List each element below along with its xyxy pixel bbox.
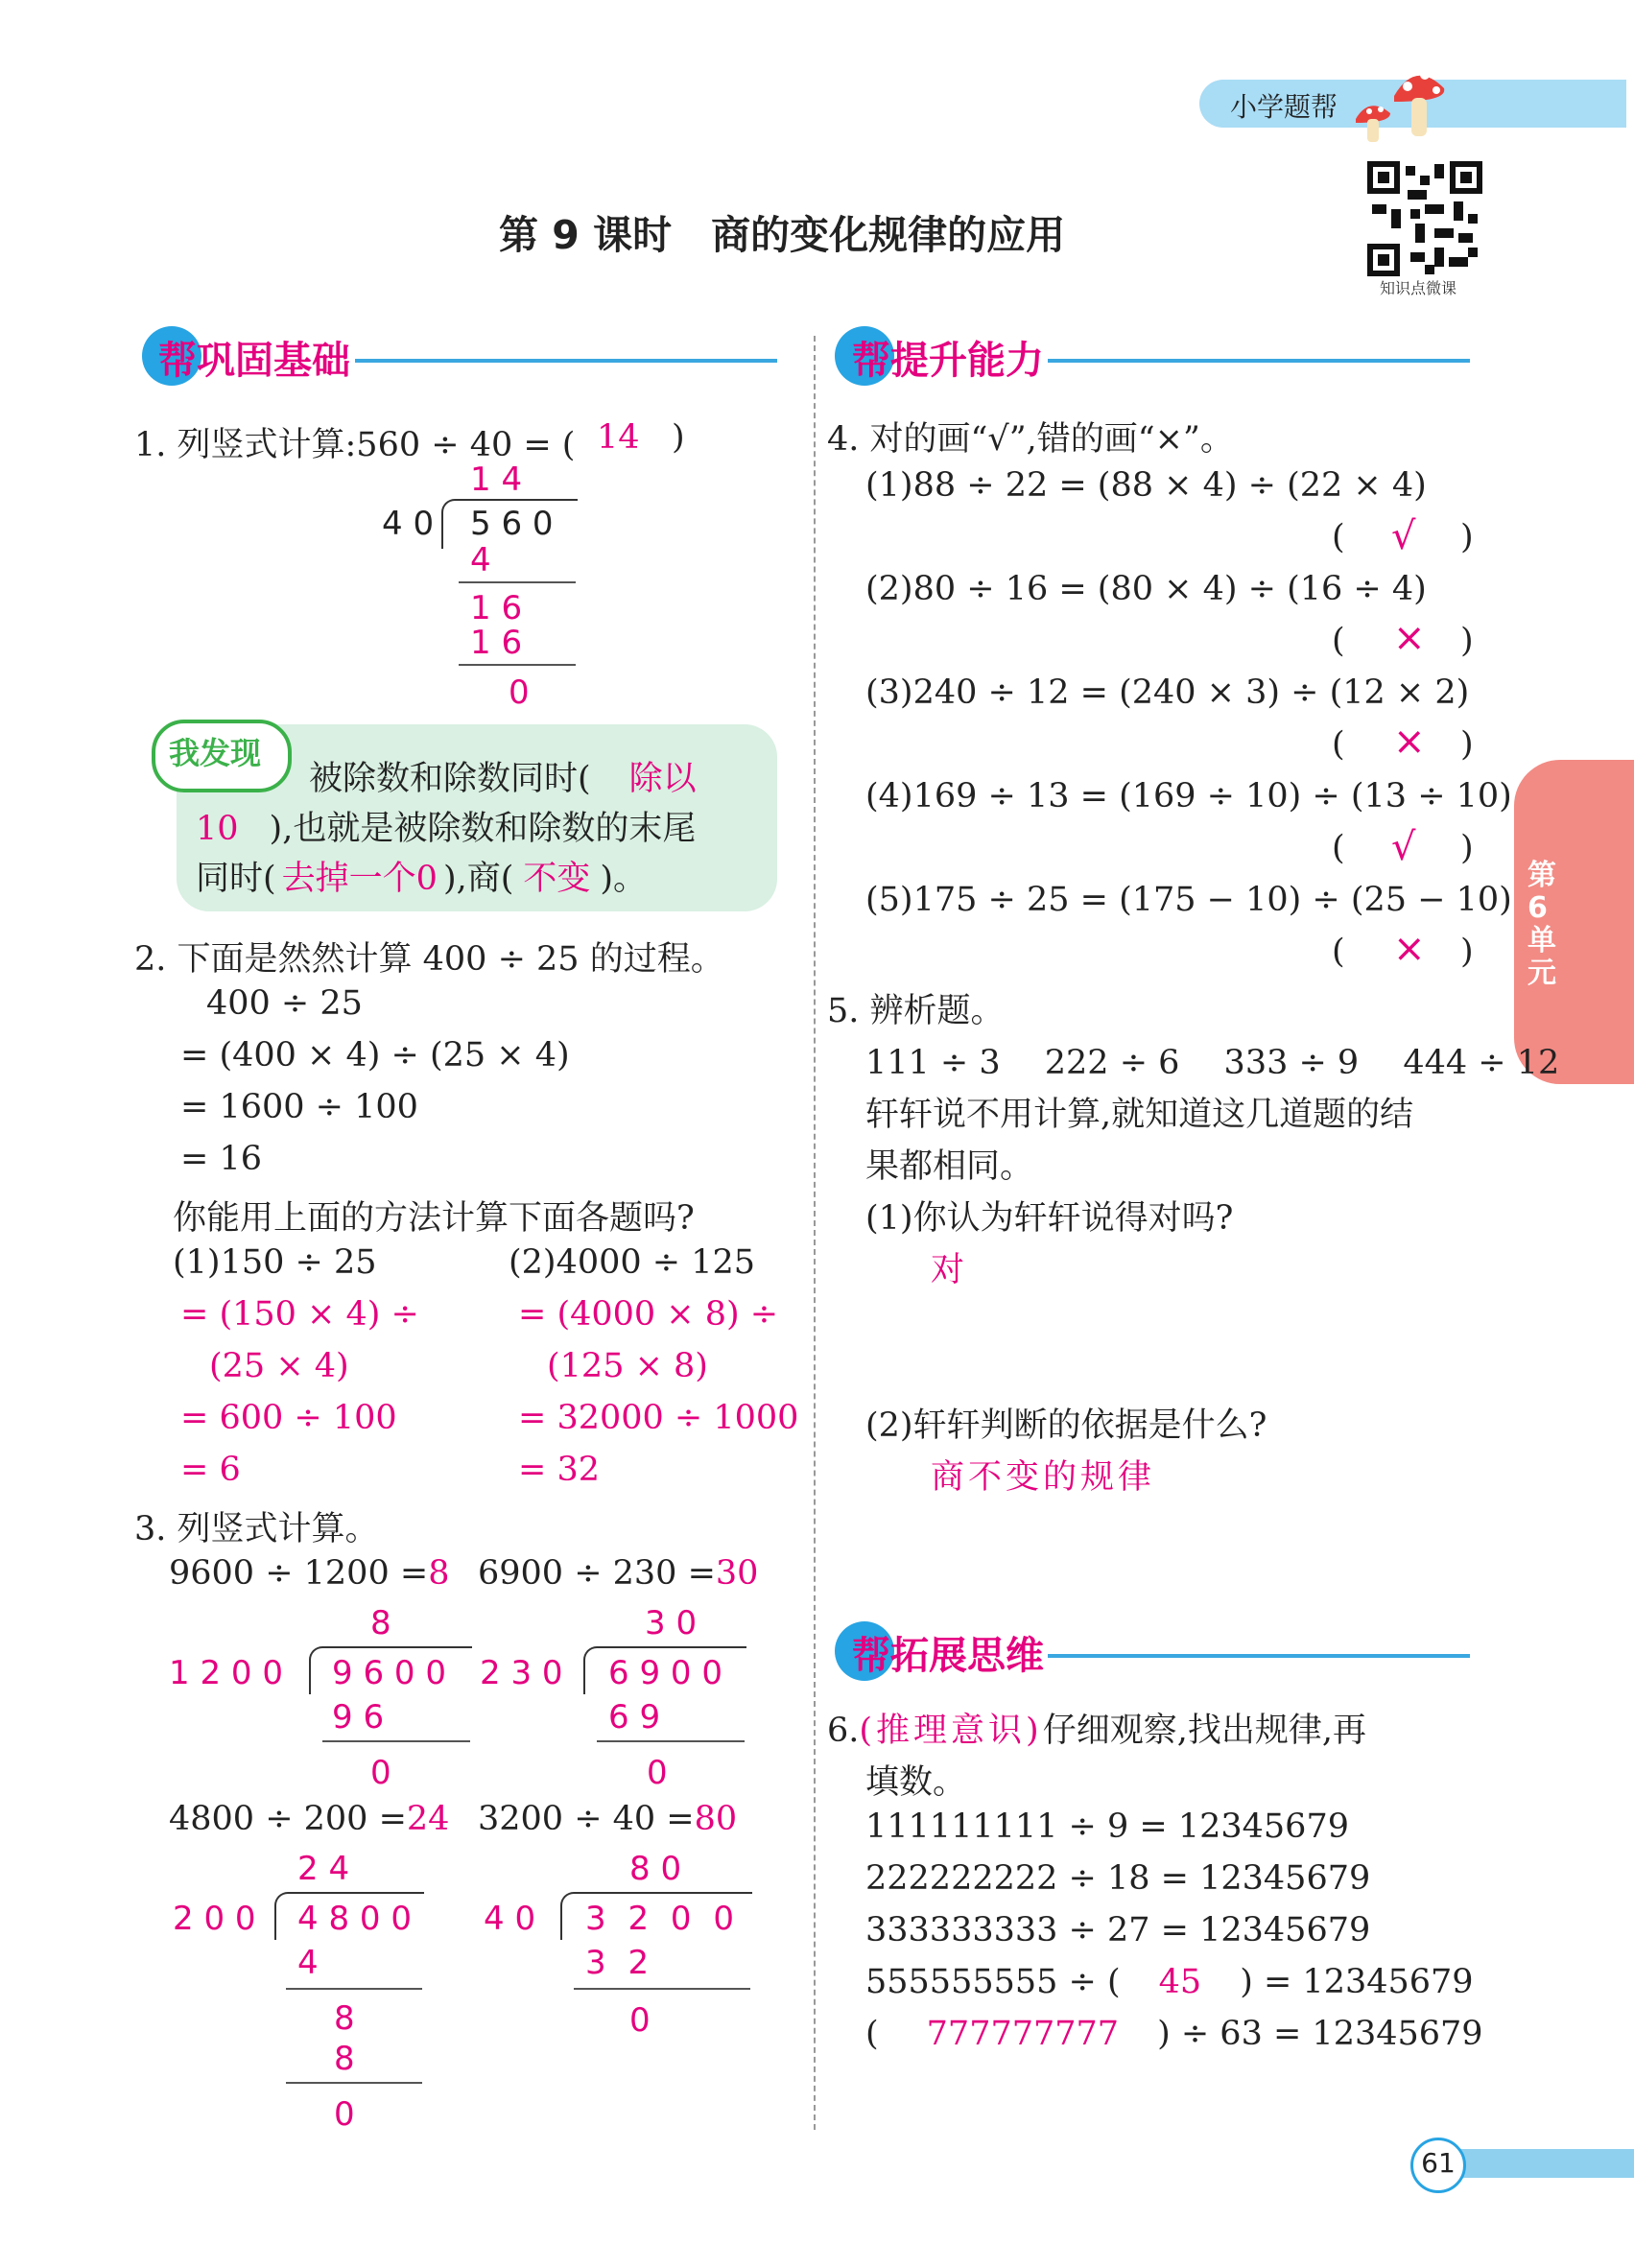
q1-remainder: 0 xyxy=(509,673,530,712)
q1-answer: 14 xyxy=(597,418,640,457)
discovery-line1 xyxy=(309,752,697,800)
q4-item3-open: ( xyxy=(1332,829,1345,867)
q6-num: 6. xyxy=(827,1712,860,1750)
q6-line-1: 222222222 ÷ 18 = 12345679 xyxy=(865,1859,1371,1898)
q6-prompt-line1 xyxy=(827,1704,1366,1752)
discovery-line3-b: ),商( xyxy=(442,860,514,898)
q4-item1-open: ( xyxy=(1332,622,1345,660)
q1-step2b: 1 6 xyxy=(470,624,523,662)
q5-ans2: 商不变的规律 xyxy=(931,1458,1156,1497)
q6-line3-a: 555555555 ÷ ( xyxy=(865,1963,1121,2001)
q2-step-0: 400 ÷ 25 xyxy=(206,984,363,1023)
q5-exprs: 111 ÷ 3 222 ÷ 6 333 ÷ 9 444 ÷ 12 xyxy=(865,1044,1560,1082)
q3-item2-dividend: 4 8 0 0 xyxy=(297,1900,412,1938)
q2-a1-0: = (150 × 4) ÷ xyxy=(180,1295,419,1334)
discovery-ans-3: 去掉一个0 xyxy=(281,860,438,898)
q6-line-4 xyxy=(865,2015,1483,2053)
q4-item2-close: ) xyxy=(1460,725,1474,764)
q3-item0-dividend: 9 6 0 0 xyxy=(332,1654,446,1692)
q2-a2-1: (125 × 8) xyxy=(547,1347,708,1385)
q3-prompt: 3. 列竖式计算。 xyxy=(134,1510,379,1548)
q1-dividend: 5 6 0 xyxy=(470,505,554,543)
q4-item3-mark: √ xyxy=(1391,825,1416,869)
q3-item3-line xyxy=(574,1988,750,1990)
section-ability-rule xyxy=(1048,359,1470,363)
q6-line4-a: ( xyxy=(865,2015,879,2053)
q3-item2-sub2b: 8 xyxy=(334,2040,355,2078)
q1-step1: 4 xyxy=(470,541,491,579)
q3-item3-divisor: 4 0 xyxy=(484,1900,536,1938)
q4-item2-expr: (3)240 ÷ 12 = (240 × 3) ÷ (12 × 2) xyxy=(865,673,1470,712)
q5-prompt: 5. 辨析题。 xyxy=(827,992,1005,1030)
q2-a2-2: = 32000 ÷ 1000 xyxy=(518,1399,799,1437)
qr-code[interactable] xyxy=(1367,161,1482,276)
q2-a2-3: = 32 xyxy=(518,1451,600,1489)
discovery-badge: 我发现 xyxy=(169,735,262,771)
q6-prompt-b: 填数。 xyxy=(865,1763,967,1802)
qr-caption: 知识点微课 xyxy=(1380,279,1457,297)
q6-line-3 xyxy=(865,1963,1474,2001)
q6-tag: (推理意识) xyxy=(859,1712,1043,1750)
q4-item4-close: ) xyxy=(1460,933,1474,971)
q5-sub1: (1)你认为轩轩说得对吗? xyxy=(865,1199,1234,1238)
brand-name: 小学题帮 xyxy=(1230,91,1338,123)
discovery-ans-2: 10 xyxy=(196,810,239,848)
q2-p1: (1)150 ÷ 25 xyxy=(173,1243,377,1282)
q5-sub2: (2)轩轩判断的依据是什么? xyxy=(865,1406,1267,1445)
section-basics-title: 帮巩固基础 xyxy=(158,339,350,383)
q6-line3-b: ) = 12345679 xyxy=(1240,1963,1474,2001)
q3-item1-expr xyxy=(478,1554,758,1593)
discovery-line2-text: ),也就是被除数和除数的末尾 xyxy=(269,810,697,848)
q3-item2-divisor: 2 0 0 xyxy=(173,1900,256,1938)
q3-item2-expr xyxy=(169,1800,449,1838)
q4-item2-open: ( xyxy=(1332,725,1345,764)
q3-item2-rem: 0 xyxy=(334,2095,355,2134)
q3-item0-ans: 8 xyxy=(428,1554,450,1593)
q3-item1-divisor: 2 3 0 xyxy=(480,1654,563,1692)
section-basics-rule xyxy=(355,359,777,363)
discovery-ans-4: 不变 xyxy=(523,860,591,898)
page-number: 61 xyxy=(1421,2147,1456,2179)
q3-item2-quotient: 2 4 xyxy=(297,1850,350,1888)
q3-item2-line1 xyxy=(286,1988,422,1990)
q4-item4-expr: (5)175 ÷ 25 = (175 − 10) ÷ (25 − 10) xyxy=(865,881,1512,919)
discovery-ans-1: 除以 xyxy=(628,760,697,798)
q1-prompt: 1. 列竖式计算:560 ÷ 40 = ( xyxy=(134,426,576,464)
q2-a2-0: = (4000 × 8) ÷ xyxy=(518,1295,779,1334)
q5-text1: 轩轩说不用计算,就知道这几道题的结 xyxy=(865,1096,1414,1134)
q5-text2: 果都相同。 xyxy=(865,1147,1034,1186)
q4-item0-open: ( xyxy=(1332,518,1345,556)
q3-item1-quotient: 3 0 xyxy=(645,1604,698,1642)
q4-item1-mark: × xyxy=(1393,616,1426,660)
q3-item3-rem: 0 xyxy=(629,2001,651,2040)
q3-item1-rem: 0 xyxy=(647,1754,668,1792)
mushroom-icon xyxy=(1348,59,1463,146)
q3-item1-sub1: 6 9 xyxy=(608,1698,661,1736)
q6-line-2: 333333333 ÷ 27 = 12345679 xyxy=(865,1911,1371,1949)
page-number-bar xyxy=(1439,2149,1634,2178)
q6-line3-ans: 45 xyxy=(1158,1963,1202,2001)
q3-item0-line xyxy=(322,1740,470,1742)
q2-p2: (2)4000 ÷ 125 xyxy=(509,1243,756,1282)
q6-line4-b: ) ÷ 63 = 12345679 xyxy=(1157,2015,1483,2053)
q3-item2-sub2a: 8 xyxy=(334,1999,355,2038)
q1-line1 xyxy=(459,581,576,583)
q3-item1-dividend: 6 9 0 0 xyxy=(608,1654,722,1692)
q3-item3-sub1: 3 2 xyxy=(585,1944,655,1982)
q2-prompt: 2. 下面是然然计算 400 ÷ 25 的过程。 xyxy=(134,940,724,979)
q1-line2 xyxy=(459,664,576,666)
q6-line-0: 111111111 ÷ 9 = 12345679 xyxy=(865,1807,1349,1846)
q6-line4-ans: 777777777 xyxy=(926,2015,1120,2053)
q3-item1-expr-text: 6900 ÷ 230 = xyxy=(478,1554,716,1593)
q3-item3-expr-text: 3200 ÷ 40 = xyxy=(478,1800,695,1838)
q3-item2-ans: 24 xyxy=(406,1800,450,1838)
q3-item2-expr-text: 4800 ÷ 200 = xyxy=(169,1800,407,1838)
q2-a1-3: = 6 xyxy=(180,1451,241,1489)
section-expand-rule xyxy=(1048,1654,1470,1658)
discovery-line3-c: )。 xyxy=(600,860,648,898)
discovery-line3-a: 同时( xyxy=(196,860,276,898)
q3-item0-expr-text: 9600 ÷ 1200 = xyxy=(169,1554,429,1593)
q3-item0-expr xyxy=(169,1554,449,1593)
unit-tab-label: 第6单元 xyxy=(1527,859,1556,990)
q3-item1-ans: 30 xyxy=(715,1554,759,1593)
q3-item3-expr xyxy=(478,1800,737,1838)
q5-ans1: 对 xyxy=(931,1251,965,1289)
q3-item0-rem: 0 xyxy=(370,1754,391,1792)
q3-item1-line xyxy=(597,1740,745,1742)
q4-item0-close: ) xyxy=(1460,518,1474,556)
q4-item1-expr: (2)80 ÷ 16 = (80 × 4) ÷ (16 ÷ 4) xyxy=(865,570,1427,608)
q1-step2a: 1 6 xyxy=(470,589,523,627)
q4-item1-close: ) xyxy=(1460,622,1474,660)
q1-close: ) xyxy=(672,418,685,457)
section-ability-title: 帮提升能力 xyxy=(852,339,1044,383)
q4-item0-mark: √ xyxy=(1391,514,1416,558)
q2-step-3: = 16 xyxy=(180,1140,262,1178)
q3-item0-divisor: 1 2 0 0 xyxy=(169,1654,283,1692)
q3-item0-sub1: 9 6 xyxy=(332,1698,385,1736)
q3-item3-quotient: 8 0 xyxy=(629,1850,682,1888)
q3-item2-line2 xyxy=(286,2082,422,2084)
q3-item3-ans: 80 xyxy=(694,1800,738,1838)
q4-prompt: 4. 对的画“√”,错的画“×”。 xyxy=(827,420,1234,459)
column-divider xyxy=(814,336,816,2130)
q2-a1-1: (25 × 4) xyxy=(209,1347,349,1385)
q4-item0-expr: (1)88 ÷ 22 = (88 × 4) ÷ (22 × 4) xyxy=(865,466,1427,505)
discovery-line3 xyxy=(196,852,647,900)
q2-step-2: = 1600 ÷ 100 xyxy=(180,1088,418,1126)
q1-divisor: 4 0 xyxy=(382,505,435,543)
q6-prompt-a: 仔细观察,找出规律,再 xyxy=(1042,1712,1366,1750)
discovery-line1-text: 被除数和除数同时( xyxy=(309,760,591,798)
q4-item2-mark: × xyxy=(1393,720,1426,764)
q2-a1-2: = 600 ÷ 100 xyxy=(180,1399,397,1437)
q4-item3-close: ) xyxy=(1460,829,1474,867)
q1-quotient: 1 4 xyxy=(470,461,523,499)
q4-item4-mark: × xyxy=(1393,927,1426,971)
q3-item3-dividend: 3 2 0 0 xyxy=(585,1900,740,1938)
discovery-line2 xyxy=(196,802,696,850)
section-expand-title: 帮拓展思维 xyxy=(852,1634,1044,1678)
q3-item2-sub1: 4 xyxy=(297,1944,319,1982)
q3-item0-quotient: 8 xyxy=(370,1604,391,1642)
q4-item4-open: ( xyxy=(1332,933,1345,971)
q2-question: 你能用上面的方法计算下面各题吗? xyxy=(173,1199,695,1238)
q2-step-1: = (400 × 4) ÷ (25 × 4) xyxy=(180,1036,570,1075)
q4-item3-expr: (4)169 ÷ 13 = (169 ÷ 10) ÷ (13 ÷ 10) xyxy=(865,777,1512,815)
page-title: 第 9 课时 商的变化规律的应用 xyxy=(499,212,1066,258)
